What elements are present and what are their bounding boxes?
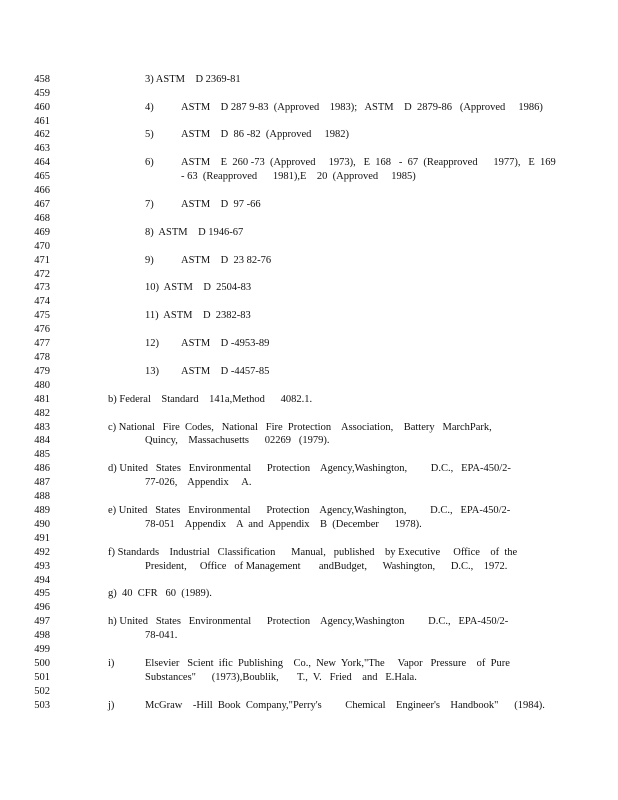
line-number: 475 bbox=[34, 310, 50, 321]
line-number: 496 bbox=[34, 602, 50, 613]
reference-item: f) Standards Industrial Classification Manual, published by Executive Office of the bbox=[108, 547, 518, 558]
reference-text: President, Office of Management andBudget, Washington, D.C., 1972. bbox=[145, 561, 508, 572]
reference-text: 77-026, Appendix A. bbox=[145, 477, 252, 488]
reference-text: ASTM D -4457-85 bbox=[181, 366, 270, 377]
line-number: 497 bbox=[34, 616, 50, 627]
reference-number: 6) bbox=[145, 157, 154, 168]
line-number: 485 bbox=[34, 449, 50, 460]
reference-number: 7) bbox=[145, 199, 154, 210]
line-number: 479 bbox=[34, 366, 50, 377]
reference-item: b) Federal Standard 141a,Method 4082.1. bbox=[108, 394, 313, 405]
line-number: 501 bbox=[34, 672, 50, 683]
line-number: 460 bbox=[34, 102, 50, 113]
reference-text: Quincy, Massachusetts 02269 (1979). bbox=[145, 435, 330, 446]
reference-item: 8) ASTM D 1946-67 bbox=[145, 227, 244, 238]
reference-number: 4) bbox=[145, 102, 154, 113]
line-number: 470 bbox=[34, 241, 50, 252]
reference-number: 13) bbox=[145, 366, 159, 377]
line-number: 486 bbox=[34, 463, 50, 474]
line-number: 489 bbox=[34, 505, 50, 516]
line-number: 468 bbox=[34, 213, 50, 224]
reference-item: h) United States Environmental Protection Agency,Washington D.C., EPA-450/2- bbox=[108, 616, 509, 627]
reference-text: 78-051 Appendix A and Appendix B (December 1978). bbox=[145, 519, 422, 530]
reference-text: ASTM E 260 -73 (Approved 1973), E 168 - 67 (Reapproved 1977), E 169 bbox=[181, 157, 556, 168]
line-number: 491 bbox=[34, 533, 50, 544]
line-number: 500 bbox=[34, 658, 50, 669]
line-number: 458 bbox=[34, 74, 50, 85]
reference-text: ASTM D 86 -82 (Approved 1982) bbox=[181, 129, 349, 140]
line-number: 471 bbox=[34, 255, 50, 266]
line-number: 495 bbox=[34, 588, 50, 599]
reference-text: ASTM D 97 -66 bbox=[181, 199, 261, 210]
line-number: 494 bbox=[34, 575, 50, 586]
line-number: 478 bbox=[34, 352, 50, 363]
line-number: 473 bbox=[34, 282, 50, 293]
reference-number: 9) bbox=[145, 255, 154, 266]
reference-item: c) National Fire Codes, National Fire Protection Association, Battery MarchPark, bbox=[108, 422, 492, 433]
line-number: 469 bbox=[34, 227, 50, 238]
line-number: 499 bbox=[34, 644, 50, 655]
reference-item: 10) ASTM D 2504-83 bbox=[145, 282, 252, 293]
line-number: 487 bbox=[34, 477, 50, 488]
line-number: 493 bbox=[34, 561, 50, 572]
line-number: 472 bbox=[34, 269, 50, 280]
line-number: 465 bbox=[34, 171, 50, 182]
line-number: 459 bbox=[34, 88, 50, 99]
line-number: 462 bbox=[34, 129, 50, 140]
reference-item: e) United States Environmental Protection Agency,Washington, D.C., EPA-450/2- bbox=[108, 505, 511, 516]
line-number: 467 bbox=[34, 199, 50, 210]
reference-text: McGraw -Hill Book Company,"Perry's Chemical Engineer's Handbook" (1984). bbox=[145, 700, 545, 711]
reference-item: 11) ASTM D 2382-83 bbox=[145, 310, 251, 321]
reference-text: ASTM D -4953-89 bbox=[181, 338, 270, 349]
reference-text: Elsevier Scient ific Publishing Co., New York,"The Vapor Pressure of Pure bbox=[145, 658, 510, 669]
line-number: 463 bbox=[34, 143, 50, 154]
reference-item: g) 40 CFR 60 (1989). bbox=[108, 588, 212, 599]
line-number: 482 bbox=[34, 408, 50, 419]
line-number: 464 bbox=[34, 157, 50, 168]
line-number: 498 bbox=[34, 630, 50, 641]
line-number: 480 bbox=[34, 380, 50, 391]
reference-item: d) United States Environmental Protection Agency,Washington, D.C., EPA-450/2- bbox=[108, 463, 511, 474]
line-number: 490 bbox=[34, 519, 50, 530]
reference-item: 3) ASTM D 2369-81 bbox=[145, 74, 241, 85]
reference-text: ASTM D 287 9-83 (Approved 1983); ASTM D 2879-86 (Approved 1986) bbox=[181, 102, 543, 113]
reference-text: ASTM D 23 82-76 bbox=[181, 255, 272, 266]
reference-text: - 63 (Reapproved 1981),E 20 (Approved 1985) bbox=[181, 171, 416, 182]
line-number: 502 bbox=[34, 686, 50, 697]
reference-text: Substances" (1973),Boublik, T., V. Fried and E.Hala. bbox=[145, 672, 417, 683]
reference-number: i) bbox=[108, 658, 115, 669]
line-number: 474 bbox=[34, 296, 50, 307]
line-number: 466 bbox=[34, 185, 50, 196]
reference-text: 78-041. bbox=[145, 630, 178, 641]
line-number: 476 bbox=[34, 324, 50, 335]
line-number: 461 bbox=[34, 116, 50, 127]
line-number: 503 bbox=[34, 700, 50, 711]
line-number: 492 bbox=[34, 547, 50, 558]
line-number: 488 bbox=[34, 491, 50, 502]
line-number: 481 bbox=[34, 394, 50, 405]
line-number: 483 bbox=[34, 422, 50, 433]
line-number: 484 bbox=[34, 435, 50, 446]
line-number: 477 bbox=[34, 338, 50, 349]
reference-number: 5) bbox=[145, 129, 154, 140]
reference-number: 12) bbox=[145, 338, 159, 349]
reference-number: j) bbox=[108, 700, 115, 711]
